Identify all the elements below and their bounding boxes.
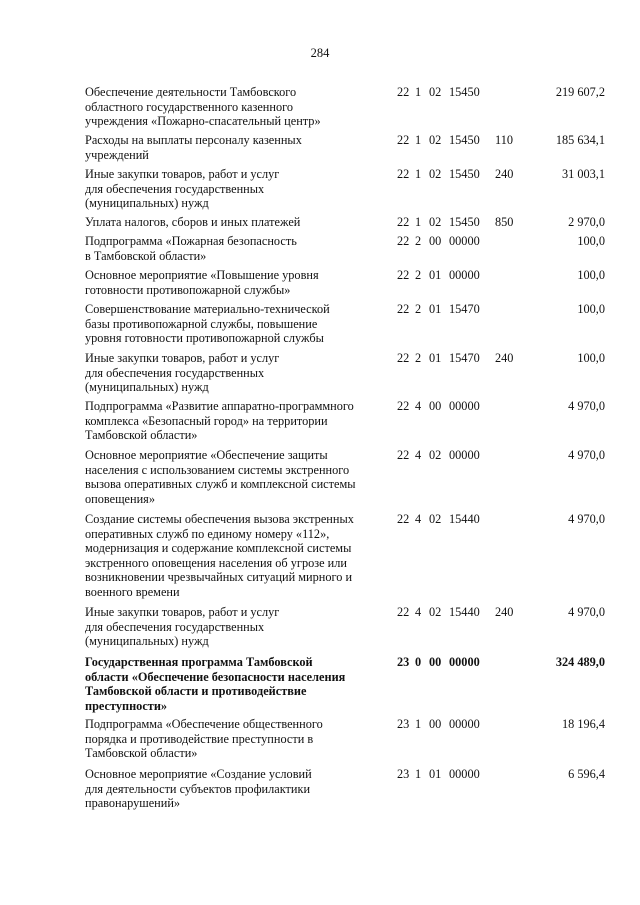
code-direction: 15450 xyxy=(449,85,480,99)
row-amount: 18 196,4 xyxy=(561,717,605,731)
row-name-line: порядка и противодействие преступности в xyxy=(85,731,314,746)
code-program: 22 xyxy=(397,215,410,229)
code-program: 22 xyxy=(397,512,410,526)
row-name xyxy=(85,655,381,713)
row-name-line: учреждений xyxy=(85,147,149,162)
code-subprogram: 1 xyxy=(415,717,422,731)
code-measure: 02 xyxy=(429,512,442,526)
row-name-line: для деятельности субъектов профилактики xyxy=(85,781,311,796)
row-name-line: Обеспечение деятельности Тамбовского xyxy=(85,85,297,99)
code-program: 22 xyxy=(397,448,410,462)
code-measure: 00 xyxy=(429,399,442,413)
code-direction: 15440 xyxy=(449,605,480,619)
code-program: 22 xyxy=(397,234,410,248)
table-row xyxy=(85,351,605,395)
table-row xyxy=(85,448,605,506)
row-name xyxy=(85,133,381,162)
row-amount: 6 596,4 xyxy=(568,767,605,781)
row-name-line: (муниципальных) нужд xyxy=(85,380,209,395)
row-amount: 100,0 xyxy=(577,268,605,282)
row-name-line: преступности» xyxy=(85,698,168,713)
row-name-line: военного времени xyxy=(85,584,180,599)
code-direction: 00000 xyxy=(449,234,480,248)
code-subprogram: 1 xyxy=(415,133,422,147)
code-expense-type: 240 xyxy=(495,167,514,181)
row-amount: 324 489,0 xyxy=(555,655,605,669)
row-name-line: в Тамбовской области» xyxy=(85,248,207,263)
row-name xyxy=(85,512,381,600)
row-name-line: Создание системы обеспечения вызова экстренных xyxy=(85,512,354,526)
code-program: 23 xyxy=(397,767,410,781)
table-row xyxy=(85,399,605,443)
code-program: 22 xyxy=(397,85,410,99)
code-program: 22 xyxy=(397,133,410,147)
code-direction: 15440 xyxy=(449,512,480,526)
code-measure: 02 xyxy=(429,167,442,181)
row-name xyxy=(85,215,381,230)
row-name-line: Тамбовской области и противодействие xyxy=(85,684,307,699)
row-name-line: возникновении чрезвычайных ситуаций мирного и xyxy=(85,570,353,585)
code-program: 22 xyxy=(397,351,410,365)
code-measure: 02 xyxy=(429,133,442,147)
code-measure: 00 xyxy=(429,717,442,731)
row-name-line: Подпрограмма «Пожарная безопасность xyxy=(85,234,297,248)
code-direction: 15470 xyxy=(449,351,480,365)
row-name xyxy=(85,167,381,211)
code-direction: 15470 xyxy=(449,302,480,316)
table-row xyxy=(85,85,605,129)
row-name-line: оповещения» xyxy=(85,491,155,506)
row-amount: 4 970,0 xyxy=(568,512,605,526)
code-direction: 15450 xyxy=(449,133,480,147)
row-name-line: Подпрограмма «Развитие аппаратно-программного xyxy=(85,399,354,413)
table-row xyxy=(85,767,605,811)
code-subprogram: 4 xyxy=(415,448,422,462)
code-subprogram: 2 xyxy=(415,234,422,248)
row-amount: 2 970,0 xyxy=(568,215,605,229)
row-name-line: населения с использованием системы экстренного xyxy=(85,462,350,477)
code-subprogram: 1 xyxy=(415,85,422,99)
code-measure: 02 xyxy=(429,215,442,229)
row-amount: 4 970,0 xyxy=(568,399,605,413)
code-expense-type: 850 xyxy=(495,215,514,229)
row-name-line: (муниципальных) нужд xyxy=(85,634,209,649)
code-program: 22 xyxy=(397,167,410,181)
row-name-line: (муниципальных) нужд xyxy=(85,196,209,211)
code-subprogram: 1 xyxy=(415,215,422,229)
row-amount: 219 607,2 xyxy=(555,85,605,99)
row-name xyxy=(85,85,381,129)
code-program: 22 xyxy=(397,605,410,619)
row-name-line: готовности противопожарной службы» xyxy=(85,282,291,297)
row-name-line: Тамбовской области» xyxy=(85,428,198,443)
row-name-line: Уплата налогов, сборов и иных платежей xyxy=(85,215,301,229)
row-name-line: областного государственного казенного xyxy=(85,99,293,114)
row-name-line: комплекса «Безопасный город» на территории xyxy=(85,413,328,428)
row-name-line: Государственная программа Тамбовской xyxy=(85,655,313,669)
row-name-line: Основное мероприятие «Обеспечение защиты xyxy=(85,448,328,462)
row-name xyxy=(85,351,381,395)
row-amount: 31 003,1 xyxy=(561,167,605,181)
code-expense-type: 110 xyxy=(495,133,513,147)
table-row xyxy=(85,268,605,297)
code-direction: 00000 xyxy=(449,399,480,413)
table-row xyxy=(85,512,605,600)
code-direction: 00000 xyxy=(449,767,480,781)
code-program: 23 xyxy=(397,655,410,669)
row-amount: 100,0 xyxy=(577,234,605,248)
row-name-line: для обеспечения государственных xyxy=(85,365,265,380)
code-subprogram: 0 xyxy=(415,655,422,669)
code-program: 23 xyxy=(397,717,410,731)
table-row xyxy=(85,655,605,713)
code-program: 22 xyxy=(397,302,410,316)
row-name-line: Расходы на выплаты персоналу казенных xyxy=(85,133,302,147)
code-measure: 01 xyxy=(429,351,442,365)
row-name-line: Совершенствование материально-технической xyxy=(85,302,330,316)
code-expense-type: 240 xyxy=(495,351,514,365)
table-row xyxy=(85,605,605,649)
code-measure: 02 xyxy=(429,605,442,619)
code-measure: 01 xyxy=(429,302,442,316)
row-name xyxy=(85,717,381,761)
code-measure: 00 xyxy=(429,655,442,669)
row-amount: 100,0 xyxy=(577,302,605,316)
table-row xyxy=(85,302,605,346)
table-row xyxy=(85,133,605,162)
code-subprogram: 4 xyxy=(415,512,422,526)
code-measure: 02 xyxy=(429,448,442,462)
code-subprogram: 4 xyxy=(415,605,422,619)
code-direction: 00000 xyxy=(449,268,480,282)
row-name-line: вызова оперативных служб и комплексной системы xyxy=(85,477,356,492)
code-direction: 15450 xyxy=(449,215,480,229)
code-subprogram: 2 xyxy=(415,302,422,316)
row-name-line: оперативных служб по единому номеру «112», xyxy=(85,526,330,541)
code-subprogram: 2 xyxy=(415,268,422,282)
row-name-line: для обеспечения государственных xyxy=(85,181,265,196)
row-name-line: уровня готовности противопожарной службы xyxy=(85,331,324,346)
code-direction: 00000 xyxy=(449,717,480,731)
code-subprogram: 4 xyxy=(415,399,422,413)
code-expense-type: 240 xyxy=(495,605,514,619)
row-name xyxy=(85,268,381,297)
row-name-line: экстренного оповещения населения об угрозе или xyxy=(85,555,347,570)
row-name-line: базы противопожарной службы, повышение xyxy=(85,316,318,331)
table-row xyxy=(85,234,605,263)
code-subprogram: 1 xyxy=(415,167,422,181)
row-amount: 4 970,0 xyxy=(568,448,605,462)
row-name-line: Основное мероприятие «Повышение уровня xyxy=(85,268,319,282)
row-name-line: учреждения «Пожарно-спасательный центр» xyxy=(85,114,321,129)
row-name-line: Иные закупки товаров, работ и услуг xyxy=(85,605,280,619)
code-program: 22 xyxy=(397,268,410,282)
row-name xyxy=(85,605,381,649)
row-amount: 100,0 xyxy=(577,351,605,365)
row-name xyxy=(85,234,381,263)
code-measure: 02 xyxy=(429,85,442,99)
row-name-line: Тамбовской области» xyxy=(85,746,198,761)
row-name-line: Основное мероприятие «Создание условий xyxy=(85,767,312,781)
table-row xyxy=(85,167,605,211)
row-name-line: Подпрограмма «Обеспечение общественного xyxy=(85,717,323,731)
table-row xyxy=(85,717,605,761)
code-direction: 00000 xyxy=(449,655,480,669)
code-subprogram: 2 xyxy=(415,351,422,365)
row-name-line: правонарушений» xyxy=(85,796,181,811)
table-row xyxy=(85,215,605,230)
page-number: 284 xyxy=(310,46,330,60)
code-direction: 15450 xyxy=(449,167,480,181)
code-measure: 00 xyxy=(429,234,442,248)
row-name xyxy=(85,448,381,506)
row-name-line: Иные закупки товаров, работ и услуг xyxy=(85,351,280,365)
row-name-line: модернизация и содержание комплексной системы xyxy=(85,541,352,556)
code-subprogram: 1 xyxy=(415,767,422,781)
code-measure: 01 xyxy=(429,268,442,282)
row-name-line: области «Обеспечение безопасности населения xyxy=(85,669,346,684)
row-name xyxy=(85,302,381,346)
code-measure: 01 xyxy=(429,767,442,781)
row-name-line: для обеспечения государственных xyxy=(85,619,265,634)
code-direction: 00000 xyxy=(449,448,480,462)
row-name xyxy=(85,399,381,443)
row-amount: 4 970,0 xyxy=(568,605,605,619)
row-name xyxy=(85,767,381,811)
code-program: 22 xyxy=(397,399,410,413)
row-amount: 185 634,1 xyxy=(555,133,605,147)
row-name-line: Иные закупки товаров, работ и услуг xyxy=(85,167,280,181)
